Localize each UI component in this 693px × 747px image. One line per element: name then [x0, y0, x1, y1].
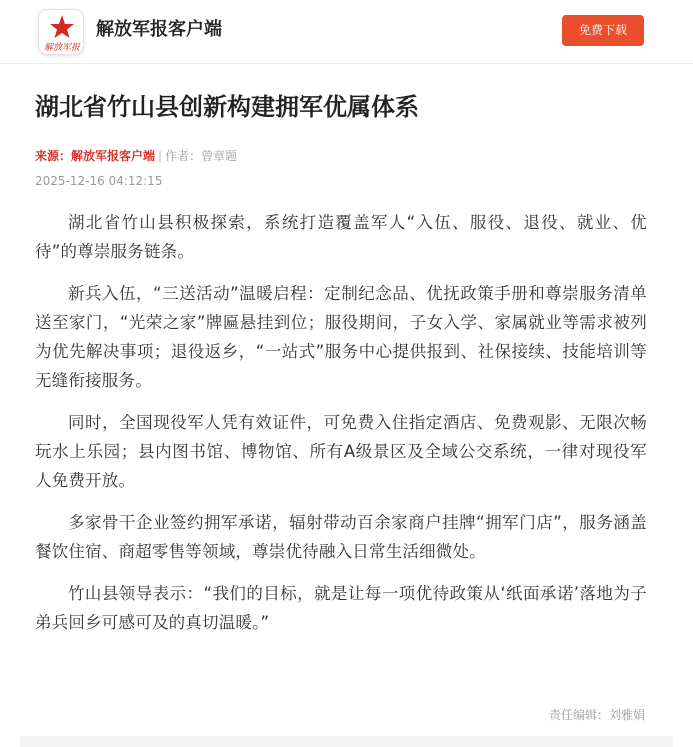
app-logo[interactable]	[38, 9, 84, 55]
meta-separator: |	[158, 149, 163, 163]
article-author: 作者：曾章题	[165, 149, 238, 163]
logo-text: 解放军报	[43, 43, 81, 53]
article-meta	[35, 147, 237, 165]
article-title: 湖北省竹山县创新构建拥军优属体系	[35, 93, 419, 121]
article-paragraph: 竹山县领导表示：“我们的目标，就是让每一项优待政策从‘纸面承诺’落地为子弟兵回乡可感可及的真切温暖。”	[35, 584, 647, 632]
red-star-logo-icon	[39, 10, 84, 55]
article-paragraph: 新兵入伍，“三送活动”温暖启程：定制纪念品、优抚政策手册和尊崇服务清单送至家门，“光荣之家”牌匾悬挂到位；服役期间，子女入学、家属就业等需求被列为优先解决事项；退役返乡，“一站式”服务中心提供报到、社保接续、技能培训等无缝衔接服务。	[35, 284, 647, 390]
article-date: 2025-12-16 04:12:15	[35, 174, 163, 188]
top-app-bar	[0, 0, 693, 64]
article-body	[35, 208, 647, 650]
article-paragraph: 多家骨干企业签约拥军承诺，辐射带动百余家商户挂牌“拥军门店”，服务涵盖餐饮住宿、商超零售等领域，尊崇优待融入日常生活细微处。	[35, 513, 647, 561]
bottom-divider	[20, 736, 673, 747]
article-paragraph: 同时，全国现役军人凭有效证件，可免费入住指定酒店、免费观影、无限次畅玩水上乐园；县内图书馆、博物馆、所有A级景区及全域公交系统，一律对现役军人免费开放。	[35, 413, 647, 490]
article-paragraph: 湖北省竹山县积极探索，系统打造覆盖军人“入伍、服役、退役、就业、优待”的尊崇服务链条。	[35, 213, 647, 261]
free-download-button[interactable]: 免费下载	[562, 15, 644, 46]
responsible-editor: 责任编辑：刘雅娟	[548, 708, 645, 722]
article-source[interactable]: 来源：解放军报客户端	[35, 149, 156, 163]
app-name: 解放军报客户端	[96, 19, 222, 40]
